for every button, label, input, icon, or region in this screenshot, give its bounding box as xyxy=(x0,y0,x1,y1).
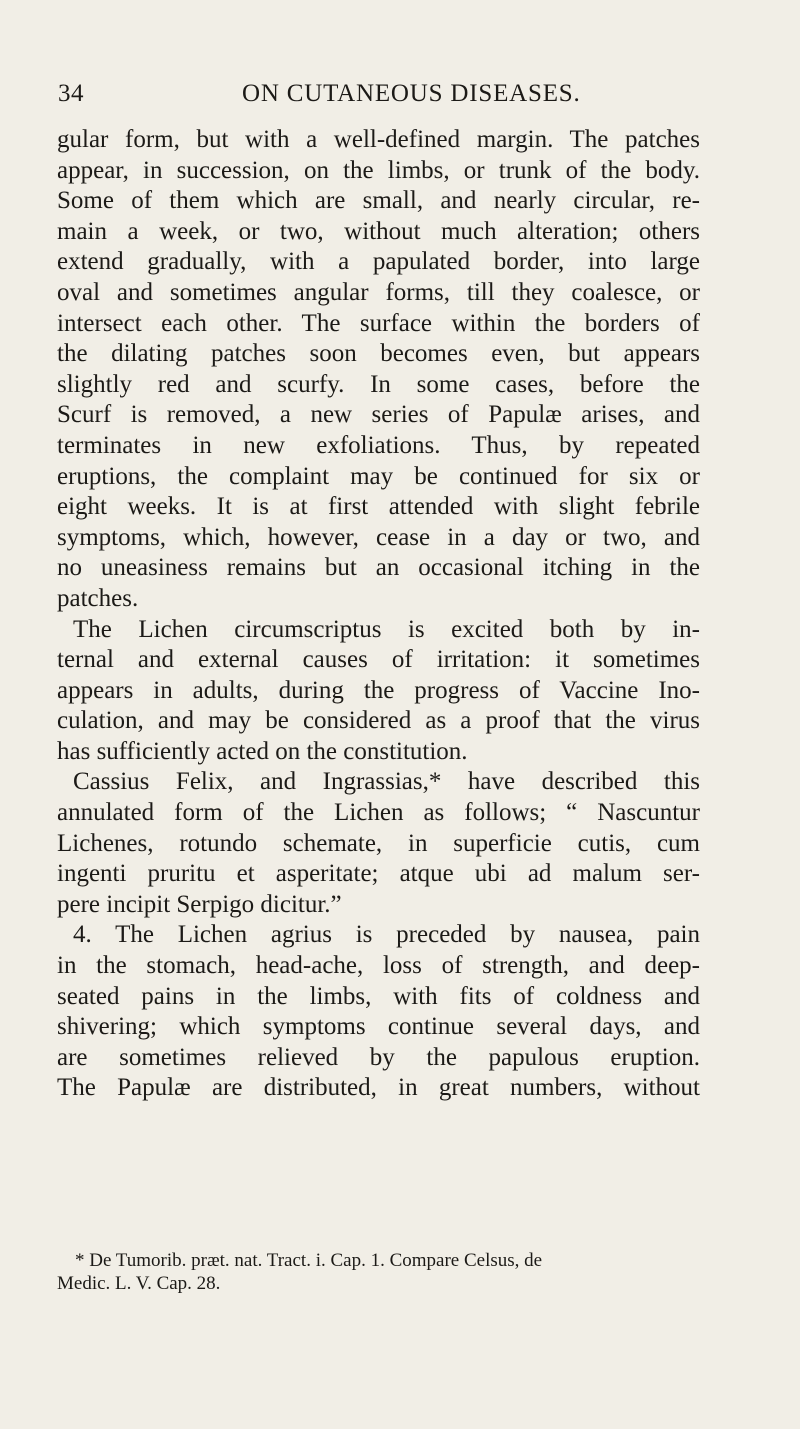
body-text xyxy=(57,125,700,1104)
text-line: shivering; which symptoms continue several days, and xyxy=(57,1013,700,1041)
text-line: eruptions, the complaint may be continued for six or xyxy=(57,462,700,490)
text-line-paragraph-start: The Lichen circumscriptus is excited both by in- xyxy=(73,615,700,643)
text-line: appears in adults, during the progress of Vaccine Ino- xyxy=(57,676,700,704)
text-line: seated pains in the limbs, with fits of coldness and xyxy=(57,982,700,1010)
text-line: intersect each other. The surface within the borders of xyxy=(57,309,700,337)
text-line: no uneasiness remains but an occasional itching in the xyxy=(57,554,700,582)
text-line-paragraph-start: 4. The Lichen agrius is preceded by nausea, pain xyxy=(73,921,700,949)
text-line: eight weeks. It is at first attended with slight febrile xyxy=(57,493,700,521)
text-line: symptoms, which, however, cease in a day or two, and xyxy=(57,523,700,551)
text-line: the dilating patches soon becomes even, but appears xyxy=(57,340,700,368)
text-line: culation, and may be considered as a proof that the virus xyxy=(57,707,700,735)
footnote-line: * De Tumorib. præt. nat. Tract. i. Cap. 1. Compare Celsus, de xyxy=(75,1250,543,1271)
text-line-paragraph-start: Cassius Felix, and Ingrassias,* have described this xyxy=(73,768,700,796)
text-line-paragraph-end: pere incipit Serpigo dicitur.” xyxy=(57,890,342,918)
text-line: in the stomach, head-ache, loss of strength, and deep- xyxy=(57,952,700,980)
text-line: slightly red and scurfy. In some cases, before the xyxy=(57,370,700,398)
text-line: are sometimes relieved by the papulous eruption. xyxy=(57,1043,700,1071)
text-line: ingenti pruritu et asperitate; atque ubi ad malum ser- xyxy=(57,860,700,888)
page-header xyxy=(58,80,698,116)
text-line: annulated form of the Lichen as follows; “ Nascuntur xyxy=(57,799,700,827)
text-line: main a week, or two, without much alteration; others xyxy=(57,217,700,245)
text-line: appear, in succession, on the limbs, or trunk of the body. xyxy=(57,156,700,184)
text-line: Some of them which are small, and nearly circular, re- xyxy=(57,187,700,215)
text-line: Lichenes, rotundo schemate, in superficie cutis, cum xyxy=(57,829,700,857)
text-line: oval and sometimes angular forms, till they coalesce, or xyxy=(57,278,700,306)
text-line-paragraph-end: has sufficiently acted on the constitution. xyxy=(57,737,468,765)
text-line: extend gradually, with a papulated border, into large xyxy=(57,248,700,276)
footnote xyxy=(57,1249,700,1295)
text-line: ternal and external causes of irritation: it sometimes xyxy=(57,646,700,674)
text-line: terminates in new exfoliations. Thus, by repeated xyxy=(57,431,700,459)
text-line-paragraph-end: patches. xyxy=(57,584,139,612)
running-title: ON CUTANEOUS DISEASES. xyxy=(242,80,581,107)
page-number: 34 xyxy=(58,80,84,107)
text-line: The Papulæ are distributed, in great numbers, without xyxy=(57,1074,700,1102)
footnote-line: Medic. L. V. Cap. 28. xyxy=(57,1273,221,1294)
text-line: gular form, but with a well-defined margin. The patches xyxy=(57,126,700,153)
text-line: Scurf is removed, a new series of Papulæ arises, and xyxy=(57,401,700,429)
